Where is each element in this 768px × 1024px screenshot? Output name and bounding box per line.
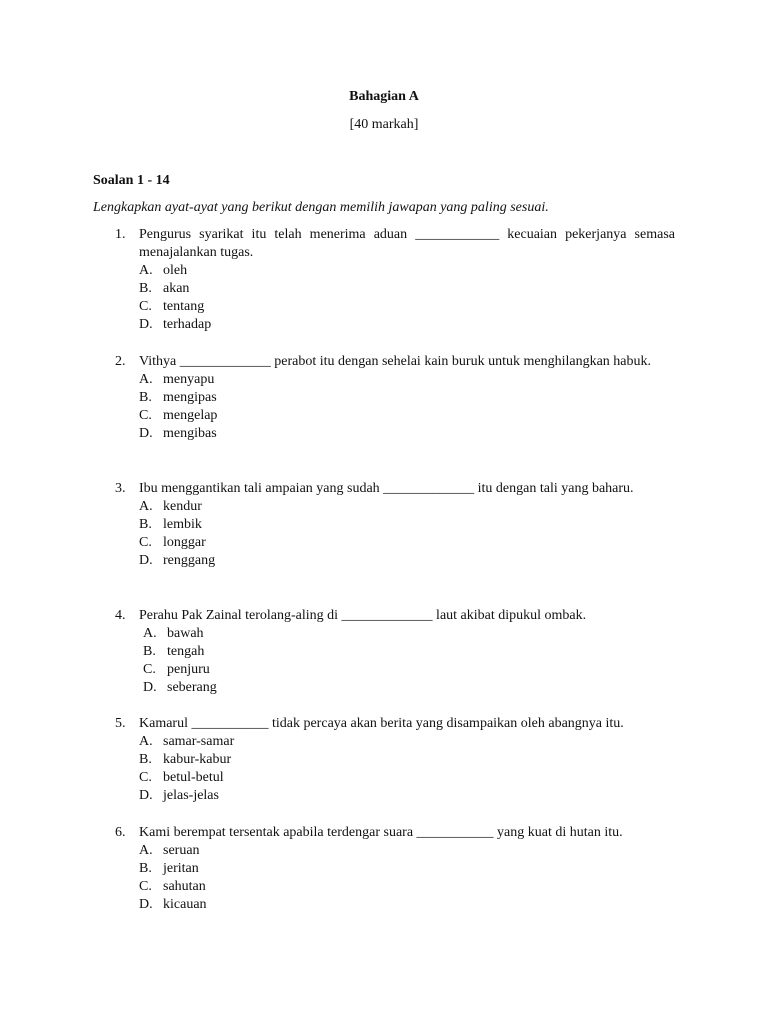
option-text: akan <box>163 281 190 296</box>
question-text: Vithya _____________ perabot itu dengan sehelai kain buruk untuk menghilangkan habuk. <box>139 354 651 369</box>
question-number: 6. <box>115 825 126 840</box>
option-list <box>139 733 675 805</box>
option-letter: A. <box>139 263 153 278</box>
option-letter: B. <box>139 517 152 532</box>
option-letter: B. <box>139 390 152 405</box>
question-6 <box>115 824 675 914</box>
section-heading: Soalan 1 - 14 <box>93 173 170 188</box>
option-b[interactable] <box>143 643 675 661</box>
option-text: seberang <box>167 680 217 695</box>
option-c[interactable] <box>143 661 675 679</box>
question-1 <box>115 226 675 334</box>
option-letter: A. <box>143 626 157 641</box>
marks-label: [40 markah] <box>349 117 419 132</box>
question-2 <box>115 353 675 443</box>
option-a[interactable] <box>139 842 675 860</box>
option-a[interactable] <box>139 733 675 751</box>
option-letter: A. <box>139 499 153 514</box>
option-b[interactable] <box>139 389 675 407</box>
option-text: tentang <box>163 299 205 314</box>
option-text: betul-betul <box>163 770 224 785</box>
option-a[interactable] <box>139 498 675 516</box>
option-text: sahutan <box>163 879 206 894</box>
option-text: lembik <box>163 517 202 532</box>
option-text: terhadap <box>163 317 212 332</box>
option-c[interactable] <box>139 534 675 552</box>
option-text: longgar <box>163 535 206 550</box>
option-d[interactable] <box>139 787 675 805</box>
option-b[interactable] <box>139 280 675 298</box>
option-letter: A. <box>139 372 153 387</box>
option-letter: C. <box>139 879 152 894</box>
option-letter: D. <box>139 553 153 568</box>
option-letter: D. <box>139 788 153 803</box>
option-text: oleh <box>163 263 188 278</box>
option-text: kendur <box>163 499 202 514</box>
option-letter: B. <box>139 281 152 296</box>
option-d[interactable] <box>139 425 675 443</box>
option-text: tengah <box>167 644 205 659</box>
option-b[interactable] <box>139 860 675 878</box>
option-b[interactable] <box>139 751 675 769</box>
option-c[interactable] <box>139 769 675 787</box>
option-text: mengipas <box>163 390 217 405</box>
question-4 <box>115 607 675 697</box>
option-letter: A. <box>139 843 153 858</box>
question-text: Kamarul ___________ tidak percaya akan berita yang disampaikan oleh abangnya itu. <box>139 716 624 731</box>
option-text: renggang <box>163 553 216 568</box>
option-text: samar-samar <box>163 734 235 749</box>
option-text: jelas-jelas <box>163 788 219 803</box>
option-text: seruan <box>163 843 200 858</box>
option-letter: C. <box>139 535 152 550</box>
option-letter: D. <box>139 897 153 912</box>
question-number: 3. <box>115 481 126 496</box>
option-text: mengelap <box>163 408 218 423</box>
option-d[interactable] <box>139 316 675 334</box>
option-list <box>139 371 675 443</box>
option-a[interactable] <box>139 371 675 389</box>
option-c[interactable] <box>139 298 675 316</box>
option-letter: C. <box>143 662 156 677</box>
option-list <box>143 625 675 697</box>
option-a[interactable] <box>139 262 675 280</box>
option-text: menyapu <box>163 372 215 387</box>
question-number: 1. <box>115 227 126 242</box>
option-d[interactable] <box>143 679 675 697</box>
option-text: jeritan <box>163 861 199 876</box>
question-number: 4. <box>115 608 126 623</box>
option-c[interactable] <box>139 407 675 425</box>
option-letter: A. <box>139 734 153 749</box>
question-5 <box>115 715 675 805</box>
question-number: 5. <box>115 716 126 731</box>
question-text: Perahu Pak Zainal terolang-aling di _____________ laut akibat dipukul ombak. <box>139 608 587 623</box>
option-letter: C. <box>139 299 152 314</box>
option-letter: D. <box>139 426 153 441</box>
option-text: bawah <box>167 626 204 641</box>
question-text: Pengurus syarikat itu telah menerima aduan ____________ kecuaian pekerjanya semasa menajalankan tugas. <box>139 227 675 260</box>
option-text: mengibas <box>163 426 217 441</box>
question-text: Ibu menggantikan tali ampaian yang sudah _____________ itu dengan tali yang baharu. <box>139 481 634 496</box>
option-letter: C. <box>139 770 152 785</box>
option-letter: B. <box>143 644 156 659</box>
option-list <box>139 262 675 334</box>
option-a[interactable] <box>143 625 675 643</box>
option-letter: C. <box>139 408 152 423</box>
option-letter: D. <box>139 317 153 332</box>
question-text: Kami berempat tersentak apabila terdengar suara ___________ yang kuat di hutan itu. <box>139 825 623 840</box>
section-instruction: Lengkapkan ayat-ayat yang berikut dengan memilih jawapan yang paling sesuai. <box>93 200 549 215</box>
option-text: kicauan <box>163 897 207 912</box>
option-c[interactable] <box>139 878 675 896</box>
option-text: kabur-kabur <box>163 752 232 767</box>
option-letter: D. <box>143 680 157 695</box>
option-list <box>139 498 675 570</box>
option-letter: B. <box>139 752 152 767</box>
option-d[interactable] <box>139 896 675 914</box>
option-d[interactable] <box>139 552 675 570</box>
option-b[interactable] <box>139 516 675 534</box>
option-text: penjuru <box>167 662 210 677</box>
page-title: Bahagian A <box>349 89 419 104</box>
option-list <box>139 842 675 914</box>
question-3 <box>115 480 675 570</box>
option-letter: B. <box>139 861 152 876</box>
question-number: 2. <box>115 354 126 369</box>
